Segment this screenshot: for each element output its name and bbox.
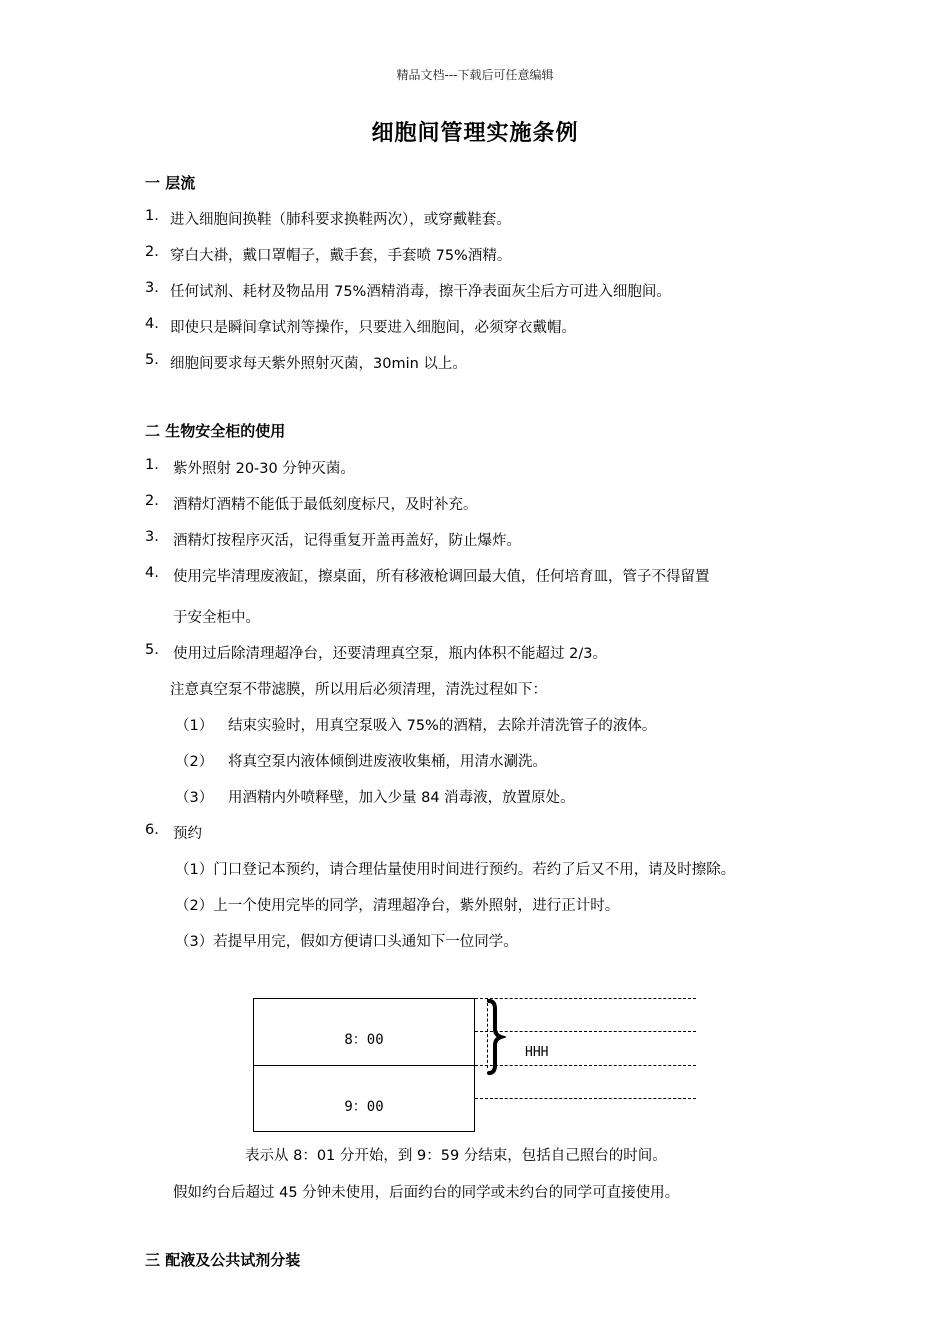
list-number: 5. bbox=[145, 642, 159, 658]
list-number: 3. bbox=[145, 280, 159, 296]
document-title: 细胞间管理实施条例 bbox=[371, 121, 579, 146]
page-header: 精品文档---下载后可任意编辑 bbox=[396, 68, 554, 82]
list-item-continuation: 注意真空泵不带滤膜，所以用后必须清理，清洗过程如下： bbox=[170, 682, 547, 698]
booking-rule: （1）门口登记本预约，请合理估量使用时间进行预约。若约了后又不用，请及时擦除。 bbox=[175, 862, 736, 878]
mark-label: HHH bbox=[525, 1045, 549, 1060]
dashed-line bbox=[475, 1031, 696, 1032]
time-label-8: 8：00 bbox=[344, 1032, 384, 1048]
list-number: 1. bbox=[145, 457, 159, 473]
time-slot-row bbox=[254, 999, 474, 1066]
list-number: 4. bbox=[145, 316, 159, 332]
step-number: （2） bbox=[175, 754, 214, 770]
list-item: 预约 bbox=[173, 826, 202, 842]
dashed-line bbox=[475, 998, 696, 999]
list-item: 使用过后除清理超净台，还要清理真空泵，瓶内体积不能超过 2/3。 bbox=[173, 646, 607, 662]
list-item-continuation: 于安全柜中。 bbox=[173, 610, 260, 626]
booking-rule: （3）若提早用完，假如方便请口头通知下一位同学。 bbox=[175, 934, 518, 950]
list-number: 1. bbox=[145, 208, 159, 224]
step-text: 用酒精内外喷释壁，加入少量 84 消毒液，放置原处。 bbox=[228, 790, 575, 806]
list-number: 3. bbox=[145, 529, 159, 545]
booking-time-table bbox=[253, 998, 475, 1132]
step-number: （1） bbox=[175, 718, 214, 734]
list-item: 即使只是瞬间拿试剂等操作，只要进入细胞间，必须穿衣戴帽。 bbox=[170, 320, 576, 336]
list-item: 细胞间要求每天紫外照射灭菌，30min 以上。 bbox=[170, 356, 467, 372]
figure-caption: 表示从 8：01 分开始，到 9：59 分结束，包括自己照台的时间。 bbox=[245, 1148, 667, 1164]
dashed-line bbox=[475, 1065, 696, 1066]
usage-note: 假如约台后超过 45 分钟未使用，后面约台的同学或未约台的同学可直接使用。 bbox=[173, 1185, 680, 1201]
list-item: 紫外照射 20-30 分钟灭菌。 bbox=[173, 461, 355, 477]
list-number: 2. bbox=[145, 493, 159, 509]
step-text: 将真空泵内液体倾倒进废液收集桶，用清水涮洗。 bbox=[228, 754, 547, 770]
list-item: 酒精灯酒精不能低于最低刻度标尺，及时补充。 bbox=[173, 497, 478, 513]
list-item: 任何试剂、耗材及物品用 75%酒精消毒，擦干净表面灰尘后方可进入细胞间。 bbox=[170, 284, 671, 300]
list-item: 酒精灯按程序灭活，记得重复开盖再盖好，防止爆炸。 bbox=[173, 533, 521, 549]
list-number: 6. bbox=[145, 822, 159, 838]
time-label-9: 9：00 bbox=[344, 1099, 384, 1115]
section-heading-biosafety-cabinet: 二 生物安全柜的使用 bbox=[145, 422, 286, 440]
brace-icon bbox=[486, 999, 506, 1075]
list-number: 4. bbox=[145, 565, 159, 581]
dashed-line bbox=[475, 1098, 696, 1099]
list-item: 进入细胞间换鞋（肺科要求换鞋两次），或穿戴鞋套。 bbox=[170, 212, 511, 228]
list-number: 5. bbox=[145, 352, 159, 368]
list-number: 2. bbox=[145, 244, 159, 260]
step-text: 结束实验时，用真空泵吸入 75%的酒精，去除并清洗管子的液体。 bbox=[228, 718, 657, 734]
section-heading-solution-preparation: 三 配液及公共试剂分装 bbox=[145, 1251, 301, 1269]
list-item: 穿白大褂，戴口罩帽子，戴手套，手套喷 75%酒精。 bbox=[170, 248, 512, 264]
section-heading-laminar-flow: 一 层流 bbox=[145, 174, 196, 192]
list-item: 使用完毕清理废液缸，擦桌面，所有移液枪调回最大值，任何培育皿，管子不得留置 bbox=[173, 569, 710, 585]
step-number: （3） bbox=[175, 790, 214, 806]
booking-rule: （2）上一个使用完毕的同学，清理超净台，紫外照射，进行正计时。 bbox=[175, 898, 620, 914]
